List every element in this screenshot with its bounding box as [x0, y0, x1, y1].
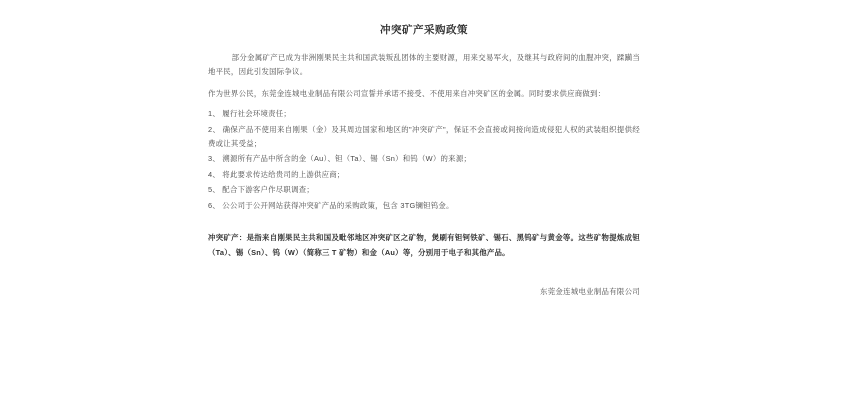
list-item: 4、 将此要求传达给贵司的上游供应商； — [208, 169, 345, 179]
document-body — [208, 22, 640, 297]
requirements-list — [208, 107, 640, 213]
list-item: 5、 配合下游客户作尽职调查； — [208, 185, 314, 195]
list-item: 1、 履行社会环境责任； — [208, 109, 292, 119]
list-item: 2、 确保产品不使用来自刚果（金）及其周边国家和地区的"冲突矿产"，保证不会直接或间接向造成侵犯人权的武装组织提供经费或让其受益； — [208, 124, 640, 148]
opening-paragraph-1: 部分金属矿产已成为非洲刚果民主共和国武装叛乱团体的主要财源，用来交易军火，及继其与政府间的血腥冲突，蹂躏当地平民，因此引发国际争议。 — [208, 53, 640, 76]
company-signature: 东莞金连城电业制品有限公司 — [540, 287, 640, 296]
page-title: 冲突矿产采购政策 — [380, 24, 468, 36]
list-item: 3、 溯源所有产品中所含的金（Au）、钽（Ta）、锡（Sn）和钨（W）的来源； — [208, 154, 472, 164]
opening-paragraph-2: 作为世界公民，东莞金连城电业制品有限公司宣誓并承诺不接受、不使用来自冲突矿区的金属。同时要求供应商做到： — [208, 89, 606, 99]
conflict-minerals-definition: 冲突矿产：是指来自刚果民主共和国及毗邻地区冲突矿区之矿物，煲刷有钽钶铁矿、锡石、黑钨矿与黄金等。这些矿物提炼成钽（Ta）、锡（Sn）、钨（W）（简称三 T 矿物）和金（Au）等，分别用于电子和其他产品。 — [208, 233, 640, 257]
list-item: 6、 公公司于公开网站获得冲突矿产品的采购政策，包含 3TG镧钽钨金。 — [208, 200, 454, 210]
